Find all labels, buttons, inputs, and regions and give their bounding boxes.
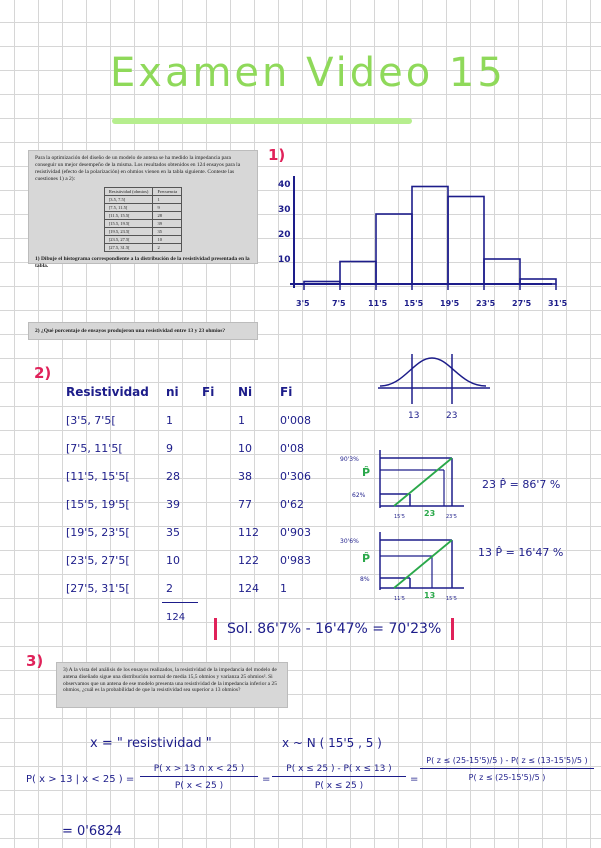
cell-Fi: 0'08 [280,441,305,455]
table-row [62,546,328,574]
cell-ni: 10 [166,553,180,567]
cell-interval: [27'5, 31'5[ [66,581,130,595]
cell-ni: 2 [166,581,173,595]
frequency-table-body [62,406,328,603]
cell-Fi: 0'008 [280,413,312,427]
x-tick-label: 23'5 [476,299,496,308]
interp2-result: 13 P̂ = 16'47 % [478,546,564,559]
mini-cell: 9 [153,204,182,212]
histogram [270,170,570,320]
header-Ni: Ni [238,385,253,399]
cell-ni: 39 [166,497,180,511]
q3-equals-1: = [262,774,271,785]
mini-cell: 1 [153,196,182,204]
header-resistividad: Resistividad [66,385,149,399]
mini-cell: 35 [153,228,182,236]
table-row [62,574,328,603]
question-1-label: 1) [268,146,286,164]
mini-cell: [23.5, 27.5[ [104,236,153,244]
bell-label-13: 13 [408,411,420,421]
interpolation-diagram-23 [340,446,470,522]
cell-Fi: 0'983 [280,553,312,567]
cell-fi [198,574,234,603]
solution-text: Sol. 86'7% - 16'47% = 70'23% [227,621,442,637]
mini-cell: 2 [153,244,182,252]
y-tick-label: 10 [278,255,291,265]
interp1-result: 23 P̂ = 86'7 % [482,478,561,491]
problem-1-footer: 1) Dibuje el histograma correspondiente a la distribución de la resistividad presentada en la tabla. [35,256,250,269]
cell-Ni: 77 [238,497,252,511]
interp1-y-low: 62% [352,492,366,499]
title-highlight [112,118,412,124]
q3-distribution: x ~ N ( 15'5 , 5 ) [282,736,382,750]
x-tick-label: 19'5 [440,299,460,308]
table-row [62,490,328,518]
cell-Fi: 0'306 [280,469,312,483]
cell-Fi: 0'903 [280,525,312,539]
interp1-x-left: 15'5 [394,514,405,520]
histogram-bar [484,259,520,284]
y-tick-label: 20 [278,230,291,240]
header-Fi: Fi [280,385,293,399]
problem-statement-1 [28,150,258,269]
problem-statement-3 [56,662,288,708]
x-tick-label: 27'5 [512,299,532,308]
interp2-x-left: 11'5 [394,596,405,602]
cell-Ni: 124 [238,581,259,595]
solution-box [214,618,454,640]
interp2-y-mid: P̂ [362,552,371,565]
q3-variable-definition: x = " resistividad " [90,736,212,751]
cell-Fi: 0'62 [280,497,305,511]
histogram-bar [376,214,412,284]
y-tick-label: 40 [278,180,291,190]
mini-cell: [3.5, 7.5[ [104,196,153,204]
x-tick-label: 31'5 [548,299,568,308]
cell-fi [198,546,234,574]
interp2-x-mid: 13 [424,591,436,600]
x-tick-label: 11'5 [368,299,388,308]
q3-f1-numerator: P( x > 13 ∩ x < 25 ) [140,764,258,777]
mini-cell: [15.5, 19.5[ [104,220,153,228]
mini-cell: 28 [153,212,182,220]
q3-equals-2: = [410,774,419,785]
cell-Ni: 1 [238,413,245,427]
table-row [62,518,328,546]
cell-Ni: 38 [238,469,252,483]
q3-f2-numerator: P( x ≤ 25 ) - P( x ≤ 13 ) [272,764,406,777]
cell-ni: 9 [166,441,173,455]
cell-interval: [23'5, 27'5[ [66,553,130,567]
q3-f3-numerator: P( z ≤ (25-15'5)/5 ) - P( z ≤ (13-15'5)/5 ) [420,756,594,769]
x-tick-label: 7'5 [332,299,346,308]
question-3-label: 3) [26,652,44,670]
cell-interval: [7'5, 11'5[ [66,441,123,455]
problem-1-col-resistividad: Resistividad (ohmios) [104,188,153,196]
interp1-green-line [394,458,452,506]
table-row [62,462,328,490]
problem-3-text: 3) A la vista del análisis de los ensayos realizados, la resistividad de la impedancia del modelo de antena diseñado sigue una distribución normal de media 15,5 ohmios y varianza 25 ohmios². Si observamos que un antena de ese modelo presenta una resistividad de la impedancia inferior a 25 ohmios, ¿cuál es la probabilidad de que la resistividad sea superior a 13 ohmios? [63,667,277,694]
q3-f3-denominator: P( z ≤ (25-15'5)/5 ) [468,773,546,782]
frequency-table [62,378,328,631]
bell-curve [380,358,486,386]
q3-fraction-1 [140,764,258,791]
interp2-y-top: 30'6% [340,538,359,545]
cell-ni: 28 [166,469,180,483]
cell-Ni: 122 [238,553,259,567]
x-tick-label: 15'5 [404,299,424,308]
histogram-bar [448,197,484,285]
histogram-x-ticks [296,284,568,308]
interp2-y-low: 8% [360,576,370,583]
q3-lhs: P( x > 13 | x < 25 ) = [26,774,135,785]
cell-fi [198,490,234,518]
cell-Ni: 112 [238,525,259,539]
interp1-y-mid: P̂ [362,466,371,479]
q3-fraction-2 [272,764,406,791]
cell-ni: 1 [166,413,173,427]
table-row [62,434,328,462]
mini-cell: [7.5, 11.5[ [104,204,153,212]
cell-ni: 35 [166,525,180,539]
histogram-bar [412,187,448,285]
total-spacer [62,603,162,632]
cell-fi [198,406,234,434]
problem-statement-2 [28,322,258,340]
x-tick-label: 3'5 [296,299,310,308]
bell-label-23: 23 [446,411,458,421]
q3-f1-denominator: P( x < 25 ) [174,781,224,791]
problem-1-col-frecuencia: Frecuencia [153,188,182,196]
mini-cell: 39 [153,220,182,228]
cell-fi [198,462,234,490]
header-fi: Fi [202,385,215,399]
cell-Ni: 10 [238,441,252,455]
total-n: 124 [162,603,198,632]
q3-f2-denominator: P( x ≤ 25 ) [314,781,364,791]
mini-cell: 10 [153,236,182,244]
bell-curve-sketch [374,352,494,424]
cell-interval: [19'5, 23'5[ [66,525,130,539]
problem-1-text: Para la optimización del diseño de un modelo de antena se ha medido la impedancia para conseguir un mejor desempeño de la misma. Los resultados obtenidos en 124 ensayos para la resistividad (efecto de la polarización) en ohmios vienen en la tabla siguiente. Conteste las cuestiones 1) a 2): [35,155,241,182]
cell-Fi: 1 [280,581,287,595]
interp1-y-top: 90'3% [340,456,359,463]
histogram-bars [304,187,556,285]
problem-1-table [104,187,182,252]
y-tick-label: 30 [278,205,291,215]
interp1-x-right: 23'5 [446,514,457,520]
q3-result: = 0'6824 [62,824,122,839]
histogram-bar [340,262,376,285]
interpolation-diagram-13 [340,528,470,604]
interp1-x-mid: 23 [424,509,436,518]
cell-interval: [3'5, 7'5[ [66,413,116,427]
table-row [62,406,328,434]
mini-cell: [11.5, 15.5[ [104,212,153,220]
q3-fraction-3 [420,756,594,782]
interp2-x-right: 15'5 [446,596,457,602]
question-2-label: 2) [34,364,52,382]
cell-fi [198,518,234,546]
header-ni: ni [166,385,179,399]
cell-fi [198,434,234,462]
interp2-green-line [394,540,452,588]
page-title: Examen Video 15 [110,50,506,96]
mini-cell: [19.5, 23.5[ [104,228,153,236]
cell-interval: [15'5, 19'5[ [66,497,130,511]
problem-2-text: 2) ¿Qué porcentaje de ensayos produjeron una resistividad entre 13 y 23 ohmios? [35,328,226,334]
mini-cell: [27.5, 31.5[ [104,244,153,252]
cell-interval: [11'5, 15'5[ [66,469,130,483]
